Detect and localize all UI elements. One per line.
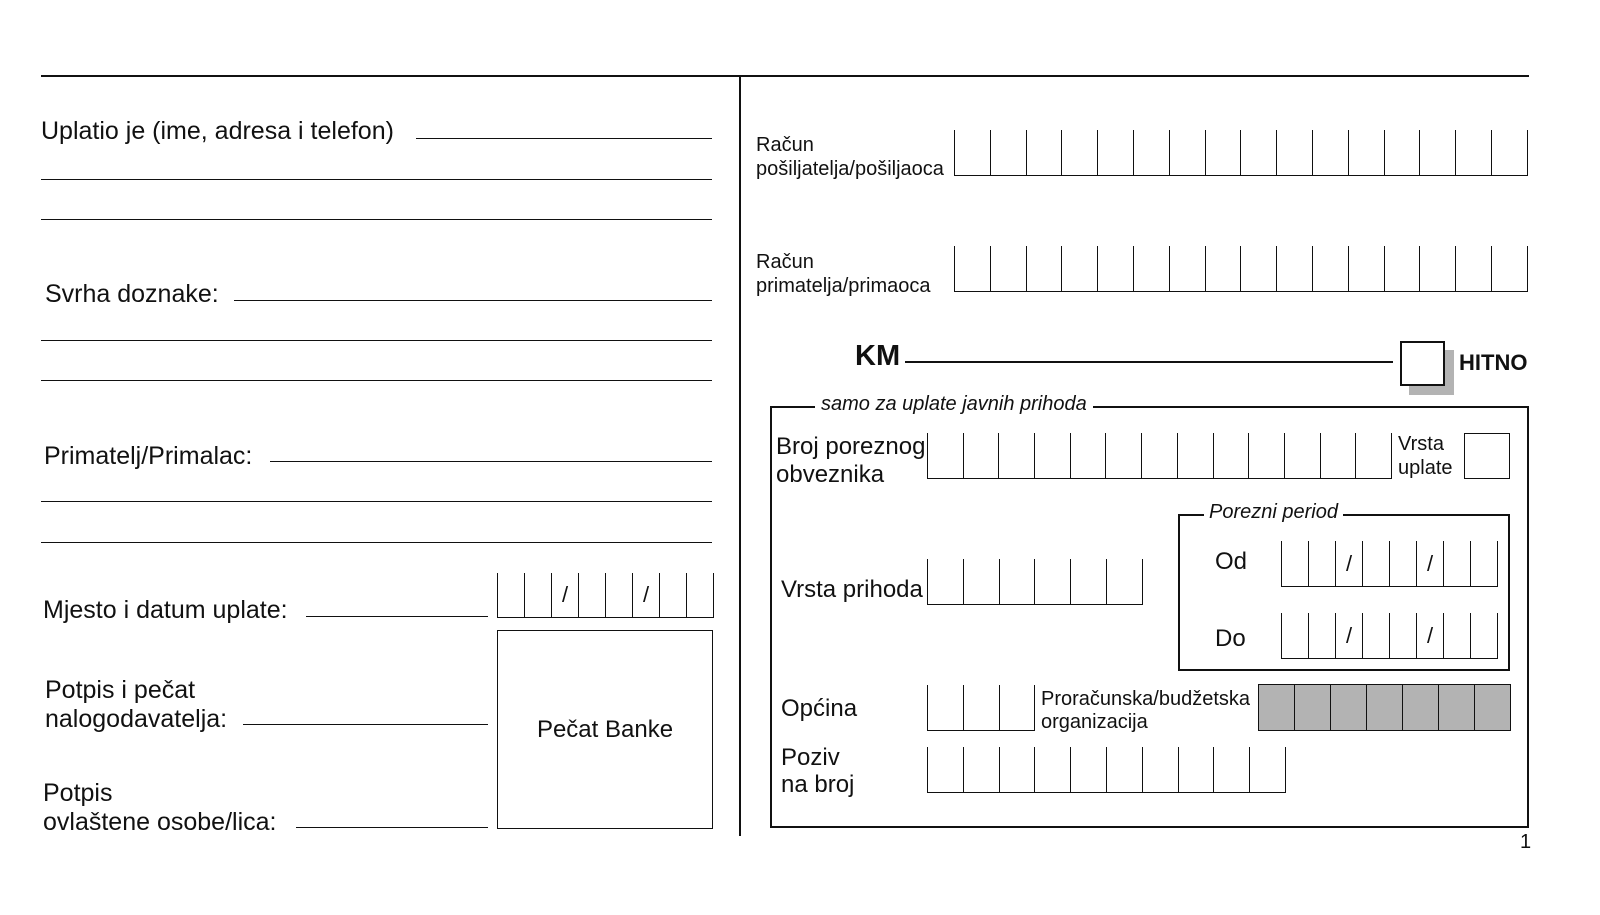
digit-cell[interactable] bbox=[1035, 747, 1071, 792]
digit-cell[interactable] bbox=[955, 130, 991, 175]
digit-cell bbox=[1403, 684, 1439, 730]
digit-cell[interactable] bbox=[1179, 747, 1215, 792]
digit-cell[interactable] bbox=[1241, 130, 1277, 175]
digit-cell[interactable] bbox=[1143, 747, 1179, 792]
digit-cell[interactable] bbox=[1098, 246, 1134, 291]
svrha-line-3[interactable] bbox=[41, 380, 712, 381]
svrha-label: Svrha doznake: bbox=[45, 280, 219, 308]
digit-cell[interactable] bbox=[1309, 613, 1336, 658]
digit-cell[interactable] bbox=[928, 433, 964, 478]
amount-line[interactable] bbox=[905, 361, 1393, 363]
digit-cell[interactable] bbox=[1000, 747, 1036, 792]
vrsta-uplate-label-1: Vrsta bbox=[1398, 433, 1444, 455]
uplatio-line-2[interactable] bbox=[41, 179, 712, 180]
date-digit-cell[interactable] bbox=[660, 573, 687, 617]
page-number: 1 bbox=[1520, 831, 1532, 853]
poziv-label-1: Poziv bbox=[781, 744, 840, 771]
digit-cell[interactable] bbox=[1390, 541, 1417, 586]
broj-poreznog-boxes[interactable] bbox=[927, 433, 1392, 479]
currency-label: KM bbox=[855, 340, 901, 372]
digit-cell[interactable] bbox=[1178, 433, 1214, 478]
digit-cell[interactable] bbox=[1142, 433, 1178, 478]
racun-primatelja-boxes[interactable] bbox=[954, 246, 1528, 292]
digit-cell[interactable] bbox=[1106, 433, 1142, 478]
opcina-boxes[interactable] bbox=[927, 685, 1035, 731]
hitno-label: HITNO bbox=[1459, 350, 1528, 375]
digit-cell[interactable] bbox=[1456, 246, 1492, 291]
digit-cell[interactable] bbox=[964, 747, 1000, 792]
date-digit-cell[interactable] bbox=[687, 573, 714, 617]
digit-cell[interactable] bbox=[1313, 246, 1349, 291]
digit-cell[interactable] bbox=[1363, 541, 1390, 586]
digit-cell[interactable] bbox=[1214, 747, 1250, 792]
primatelj-line-2[interactable] bbox=[41, 501, 712, 502]
digit-cell[interactable] bbox=[1471, 541, 1498, 586]
digit-cell[interactable] bbox=[1356, 433, 1392, 478]
digit-cell[interactable] bbox=[1250, 747, 1286, 792]
digit-cell[interactable] bbox=[1134, 130, 1170, 175]
poziv-boxes[interactable] bbox=[927, 747, 1286, 793]
digit-cell[interactable] bbox=[1420, 130, 1456, 175]
digit-cell[interactable] bbox=[928, 559, 964, 604]
digit-cell[interactable] bbox=[1321, 433, 1357, 478]
digit-cell[interactable] bbox=[1027, 246, 1063, 291]
digit-cell[interactable] bbox=[1206, 130, 1242, 175]
date-separator: / bbox=[1417, 613, 1444, 658]
digit-cell[interactable] bbox=[1062, 130, 1098, 175]
digit-cell[interactable] bbox=[1107, 747, 1143, 792]
potpis-osobe-label-2: ovlaštene osobe/lica: bbox=[43, 808, 277, 836]
digit-cell[interactable] bbox=[1456, 130, 1492, 175]
date-digit-cell[interactable] bbox=[525, 573, 552, 617]
od-label: Od bbox=[1215, 548, 1248, 575]
date-separator: / bbox=[552, 573, 579, 617]
top-rule bbox=[41, 75, 1529, 77]
broj-poreznog-label-2: obveznika bbox=[776, 461, 885, 488]
digit-cell bbox=[1367, 684, 1403, 730]
digit-cell[interactable] bbox=[1313, 130, 1349, 175]
digit-cell[interactable] bbox=[1071, 559, 1107, 604]
digit-cell[interactable] bbox=[1027, 130, 1063, 175]
digit-cell[interactable] bbox=[1098, 130, 1134, 175]
date-digit-cell[interactable] bbox=[579, 573, 606, 617]
date-separator: / bbox=[1336, 613, 1363, 658]
uplate-date-boxes[interactable] bbox=[497, 573, 714, 618]
poziv-label-2: na broj bbox=[781, 771, 855, 798]
digit-cell[interactable] bbox=[1249, 433, 1285, 478]
hitno-checkbox[interactable] bbox=[1400, 341, 1445, 386]
digit-cell[interactable] bbox=[1107, 559, 1143, 604]
digit-cell[interactable] bbox=[1471, 613, 1498, 658]
digit-cell[interactable] bbox=[1214, 433, 1250, 478]
digit-cell[interactable] bbox=[1170, 130, 1206, 175]
primatelj-line-1[interactable] bbox=[270, 461, 712, 462]
bank-stamp-label: Pečat Banke bbox=[536, 715, 674, 743]
digit-cell[interactable] bbox=[955, 246, 991, 291]
digit-cell[interactable] bbox=[1000, 559, 1036, 604]
racun-posiljatelja-label-2: pošiljatelja/pošiljaoca bbox=[756, 158, 944, 180]
digit-cell[interactable] bbox=[1035, 559, 1071, 604]
porezni-period-title: Porezni period bbox=[1204, 500, 1343, 524]
digit-cell bbox=[1439, 684, 1475, 730]
primatelj-line-3[interactable] bbox=[41, 542, 712, 543]
digit-cell[interactable] bbox=[1206, 246, 1242, 291]
digit-cell[interactable] bbox=[991, 130, 1027, 175]
digit-cell[interactable] bbox=[964, 433, 1000, 478]
public-revenue-title: samo za uplate javnih prihoda bbox=[815, 392, 1093, 416]
digit-cell[interactable] bbox=[928, 747, 964, 792]
digit-cell[interactable] bbox=[1385, 246, 1421, 291]
center-divider bbox=[739, 76, 741, 836]
digit-cell bbox=[1475, 684, 1511, 730]
digit-cell[interactable] bbox=[1309, 541, 1336, 586]
digit-cell[interactable] bbox=[1170, 246, 1206, 291]
date-separator: / bbox=[1336, 541, 1363, 586]
mjesto-label: Mjesto i datum uplate: bbox=[43, 596, 288, 624]
proracunska-boxes bbox=[1258, 684, 1511, 731]
date-separator: / bbox=[1417, 541, 1444, 586]
uplatio-label: Uplatio je (ime, adresa i telefon) bbox=[41, 117, 394, 145]
digit-cell[interactable] bbox=[1241, 246, 1277, 291]
uplatio-line-3[interactable] bbox=[41, 219, 712, 220]
potpis-osobe-label-1: Potpis bbox=[43, 779, 113, 807]
digit-cell[interactable] bbox=[1282, 541, 1309, 586]
digit-cell[interactable] bbox=[928, 685, 964, 730]
racun-primatelja-label-2: primatelja/primaoca bbox=[756, 275, 931, 297]
potpis-nalog-label-2: nalogodavatelja: bbox=[45, 705, 228, 733]
digit-cell[interactable] bbox=[1285, 433, 1321, 478]
digit-cell[interactable] bbox=[964, 559, 1000, 604]
od-date-boxes[interactable] bbox=[1281, 541, 1498, 587]
digit-cell[interactable] bbox=[1071, 747, 1107, 792]
date-digit-cell[interactable] bbox=[606, 573, 633, 617]
racun-primatelja-label-1: Račun bbox=[756, 251, 814, 273]
digit-cell[interactable] bbox=[1444, 613, 1471, 658]
racun-posiljatelja-boxes[interactable] bbox=[954, 130, 1528, 176]
vrsta-prihoda-boxes[interactable] bbox=[927, 559, 1143, 605]
vrsta-uplate-box[interactable] bbox=[1464, 433, 1510, 479]
potpis-nalog-label-1: Potpis i pečat bbox=[45, 676, 196, 704]
digit-cell[interactable] bbox=[1492, 246, 1528, 291]
date-digit-cell[interactable] bbox=[498, 573, 525, 617]
digit-cell[interactable] bbox=[1492, 130, 1528, 175]
digit-cell[interactable] bbox=[1349, 130, 1385, 175]
svrha-line-2[interactable] bbox=[41, 340, 712, 341]
digit-cell bbox=[1331, 684, 1367, 730]
vrsta-prihoda-label: Vrsta prihoda bbox=[781, 576, 923, 603]
bank-stamp-box[interactable] bbox=[497, 630, 713, 829]
digit-cell[interactable] bbox=[1282, 613, 1309, 658]
digit-cell[interactable] bbox=[1035, 433, 1071, 478]
racun-posiljatelja-label-1: Račun bbox=[756, 134, 814, 156]
digit-cell[interactable] bbox=[1134, 246, 1170, 291]
digit-cell[interactable] bbox=[1062, 246, 1098, 291]
mjesto-line[interactable] bbox=[306, 616, 488, 617]
digit-cell[interactable] bbox=[1385, 130, 1421, 175]
potpis-nalog-line[interactable] bbox=[243, 724, 488, 725]
digit-cell[interactable] bbox=[964, 685, 1000, 730]
svrha-line-1[interactable] bbox=[234, 300, 712, 301]
proracunska-label-1: Proračunska/budžetska bbox=[1041, 688, 1251, 710]
do-date-boxes[interactable] bbox=[1281, 613, 1498, 659]
opcina-label: Općina bbox=[781, 695, 858, 722]
do-label: Do bbox=[1215, 625, 1246, 652]
date-separator: / bbox=[633, 573, 660, 617]
digit-cell[interactable] bbox=[1390, 613, 1417, 658]
digit-cell[interactable] bbox=[1420, 246, 1456, 291]
digit-cell[interactable] bbox=[1071, 433, 1107, 478]
vrsta-uplate-label-2: uplate bbox=[1398, 457, 1453, 479]
digit-cell[interactable] bbox=[999, 433, 1035, 478]
digit-cell[interactable] bbox=[991, 246, 1027, 291]
broj-poreznog-label-1: Broj poreznog bbox=[776, 433, 926, 460]
digit-cell[interactable] bbox=[1277, 246, 1313, 291]
digit-cell[interactable] bbox=[1363, 613, 1390, 658]
proracunska-label-2: organizacija bbox=[1041, 711, 1148, 733]
uplatio-line-1[interactable] bbox=[416, 138, 712, 139]
digit-cell[interactable] bbox=[1000, 685, 1036, 730]
primatelj-label: Primatelj/Primalac: bbox=[44, 442, 253, 470]
digit-cell[interactable] bbox=[1277, 130, 1313, 175]
digit-cell[interactable] bbox=[1444, 541, 1471, 586]
digit-cell bbox=[1259, 684, 1295, 730]
digit-cell bbox=[1295, 684, 1331, 730]
potpis-osobe-line[interactable] bbox=[296, 827, 488, 828]
digit-cell[interactable] bbox=[1349, 246, 1385, 291]
